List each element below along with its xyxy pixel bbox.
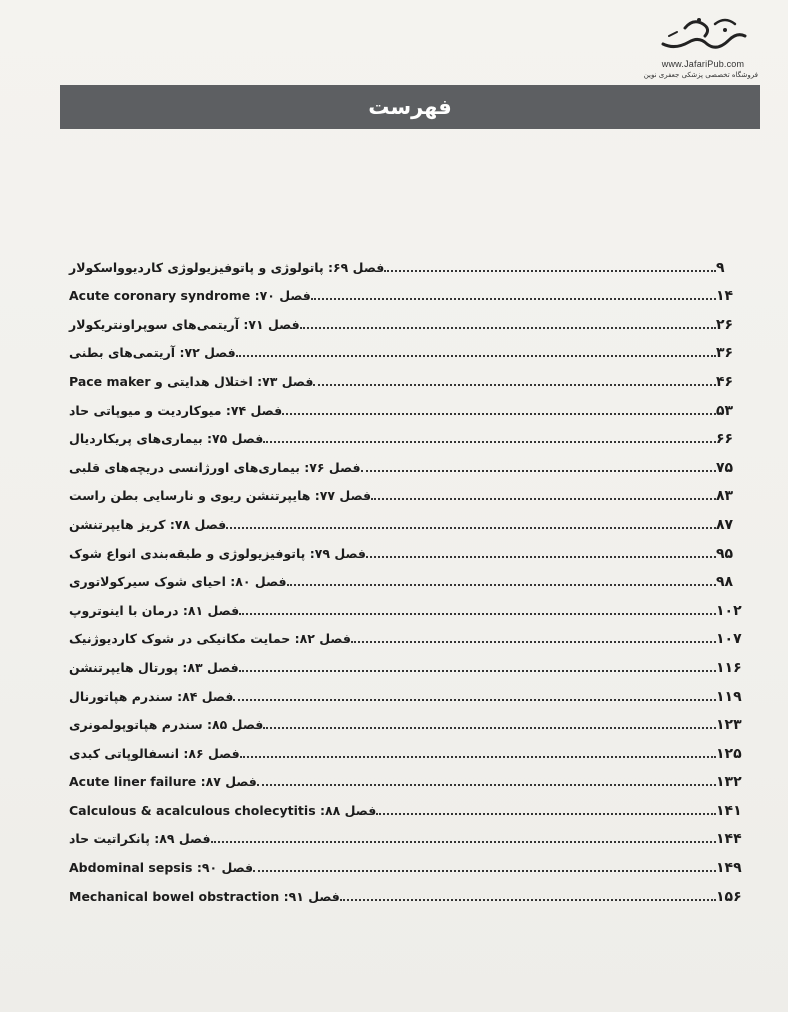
toc-entry	[64, 362, 764, 391]
toc-entry-page: ۱۰۷	[716, 631, 742, 648]
toc-entry-title: فصل ۷۲: آریتمی‌های بطنی	[69, 345, 236, 361]
toc-leader-dots	[351, 641, 716, 643]
toc-entry-page: ۱۴۴	[716, 831, 742, 848]
toc-entry-page: ۹۵	[716, 545, 734, 562]
toc-entry-page: ۵۳	[716, 402, 734, 419]
publisher-subtitle: فروشگاه تخصصی پزشکی جعفری نوین	[643, 71, 758, 79]
toc-entry-title: فصل ۷۳: اختلال هدایتی و Pace maker	[69, 373, 314, 389]
publisher-logo-icon	[655, 14, 751, 58]
toc-entry	[64, 420, 764, 449]
toc-leader-dots	[311, 298, 716, 300]
toc-leader-dots	[366, 556, 716, 558]
header-bar	[60, 85, 760, 129]
toc-leader-dots	[211, 841, 716, 843]
toc-entry-title: فصل ۷۰: Acute coronary syndrome	[69, 288, 311, 304]
toc-entry	[64, 677, 764, 706]
publisher-url: www.JafariPub.com	[661, 59, 745, 69]
toc-leader-dots	[300, 327, 716, 329]
toc-entry-page: ۱۱۹	[716, 688, 742, 705]
toc-entry-title: فصل ۸۹: پانکراتیت حاد	[69, 831, 211, 847]
toc-leader-dots	[340, 899, 716, 901]
toc-leader-dots	[236, 355, 716, 357]
toc-entry	[64, 305, 764, 334]
page-title: فهرست	[368, 95, 452, 119]
toc-entry-page: ۷۵	[716, 459, 734, 476]
toc-entry-title: فصل ۷۶: بیماری‌های اورژانسی دریچه‌های قلبی	[69, 459, 361, 475]
toc-entry-title: فصل ۸۲: حمایت مکانیکی در شوک کاردیوژنیک	[69, 631, 351, 647]
toc-entry-title: فصل ۸۶: انسفالوپاتی کبدی	[69, 745, 240, 761]
toc-entry-title: فصل ۸۵: سندرم هپاتوپولمونری	[69, 717, 264, 733]
toc-entry-page: ۱۲۳	[716, 717, 742, 734]
toc-entry-page: ۲۶	[716, 316, 734, 333]
toc-leader-dots	[239, 670, 716, 672]
toc-entry-page: ۱۲۵	[716, 745, 742, 762]
toc-entry	[64, 591, 764, 620]
toc-entry	[64, 820, 764, 849]
toc-entry	[64, 448, 764, 477]
toc-entry	[64, 791, 764, 820]
toc-leader-dots	[257, 784, 716, 786]
publisher-logo	[643, 14, 758, 94]
toc-entry-title: فصل ۸۳: پورتال هایپرتنشن	[69, 659, 239, 675]
toc-entry-page: ۱۳۲	[716, 774, 742, 791]
toc-entry	[64, 534, 764, 563]
toc-entry	[64, 505, 764, 534]
toc-entry-page: ۶۶	[716, 431, 734, 448]
toc-leader-dots	[384, 270, 716, 272]
toc-entry-title: فصل ۸۰: احیای شوک سیرکولاتوری	[69, 574, 287, 590]
toc-entry-page: ۸۳	[716, 488, 734, 505]
toc-entry	[64, 563, 764, 592]
toc-leader-dots	[253, 870, 716, 872]
toc-entry	[64, 620, 764, 649]
toc-leader-dots	[233, 699, 716, 701]
toc-entry	[64, 277, 764, 306]
toc-entry	[64, 763, 764, 792]
toc-entry-title: فصل ۹۰: Abdominal sepsis	[69, 860, 254, 876]
toc-entry-title: فصل ۹۱: Mechanical bowel obstraction	[69, 888, 340, 904]
table-of-contents	[64, 248, 764, 906]
toc-leader-dots	[313, 384, 716, 386]
toc-leader-dots	[376, 813, 716, 815]
toc-entry-page: ۹	[716, 259, 725, 276]
toc-entry-page: ۸۷	[716, 516, 734, 533]
toc-entry	[64, 877, 764, 906]
toc-entry-page: ۱۴۹	[716, 860, 742, 877]
toc-entry	[64, 391, 764, 420]
toc-entry-page: ۱۴	[716, 288, 734, 305]
toc-leader-dots	[287, 584, 716, 586]
toc-entry-page: ۹۸	[716, 574, 734, 591]
toc-entry	[64, 648, 764, 677]
toc-entry	[64, 334, 764, 363]
toc-entry	[64, 477, 764, 506]
toc-entry-title: فصل ۸۱: درمان با اینوتروپ	[69, 602, 240, 618]
toc-leader-dots	[371, 498, 716, 500]
toc-leader-dots	[361, 470, 716, 472]
toc-entry-title: فصل ۷۱: آریتمی‌های سوپراونتریکولار	[69, 316, 300, 332]
toc-entry-page: ۴۶	[716, 373, 734, 390]
toc-entry-title: فصل ۸۸: Calculous & acalculous cholecytitis	[69, 802, 377, 818]
toc-entry-title: فصل ۸۷: Acute liner failure	[69, 774, 257, 790]
toc-leader-dots	[226, 527, 716, 529]
toc-leader-dots	[282, 413, 716, 415]
toc-entry-title: فصل ۷۹: پاتوفیزیولوژی و طبقه‌بندی انواع شوک	[69, 545, 366, 561]
toc-entry-page: ۱۴۱	[716, 802, 742, 819]
toc-leader-dots	[263, 441, 716, 443]
toc-entry-title: فصل ۸۴: سندرم هپاتورنال	[69, 688, 234, 704]
toc-leader-dots	[239, 613, 716, 615]
toc-leader-dots	[240, 756, 716, 758]
toc-entry	[64, 706, 764, 735]
toc-entry	[64, 248, 764, 277]
toc-entry-title: فصل ۷۷: هایپرتنشن ریوی و نارسایی بطن راست	[69, 488, 372, 504]
toc-entry-page: ۱۵۶	[716, 888, 742, 905]
toc-entry-page: ۱۱۶	[716, 659, 742, 676]
toc-entry	[64, 734, 764, 763]
toc-entry-page: ۳۶	[716, 345, 734, 362]
toc-leader-dots	[263, 727, 716, 729]
toc-entry	[64, 848, 764, 877]
toc-entry-title: فصل ۷۴: میوکاردیت و میوپاتی حاد	[69, 402, 283, 418]
toc-entry-title: فصل ۷۸: کریز هایپرتنشن	[69, 516, 227, 532]
toc-entry-title: فصل ۷۵: بیماری‌های پریکاردیال	[69, 431, 264, 447]
toc-entry-page: ۱۰۲	[716, 602, 742, 619]
toc-entry-title: فصل ۶۹: پاتولوژی و پاتوفیزیولوژی کاردیوواسکولار	[69, 259, 385, 275]
